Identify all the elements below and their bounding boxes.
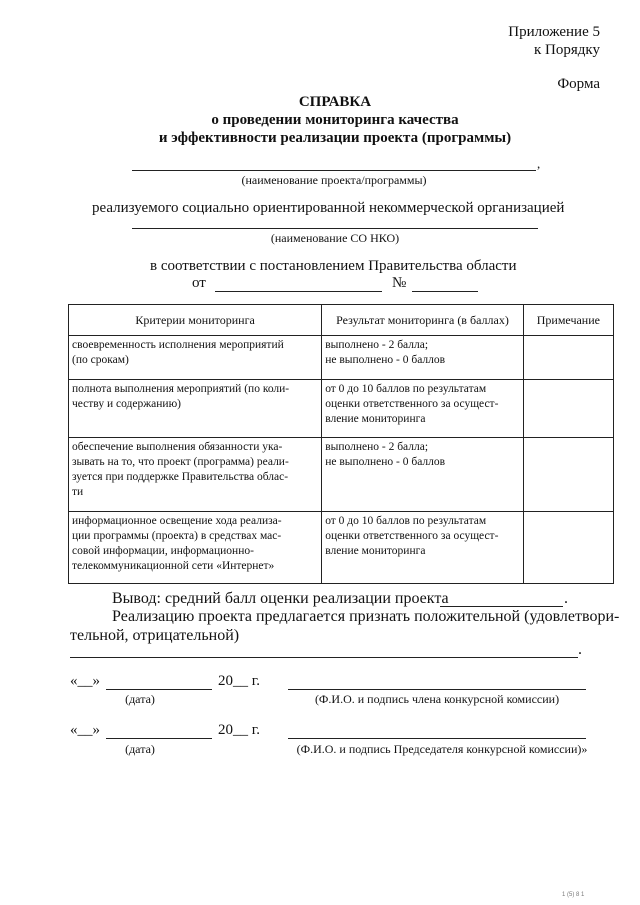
result-cell	[322, 438, 524, 512]
resolution-date-line[interactable]	[215, 291, 382, 292]
note-cell[interactable]	[523, 336, 613, 380]
criterion-line: зывать на то, что проект (программа) реали-	[72, 456, 289, 468]
criterion-line: совой информации, информационно-	[72, 545, 254, 557]
result-line: вление мониторинга	[325, 545, 426, 557]
nko-name-caption: (наименование СО НКО)	[270, 231, 400, 245]
sign2-date-line[interactable]	[106, 738, 212, 739]
result-line: выполнено - 2 балла;	[325, 339, 429, 351]
criterion-cell	[69, 336, 322, 380]
criterion-line: телекоммуникационной сети «Интернет»	[72, 560, 275, 572]
criterion-line: честву и содержанию)	[72, 398, 182, 410]
criterion-cell	[69, 380, 322, 438]
document-title: СПРАВКА	[298, 94, 372, 110]
result-line: оценки ответственного за осущест-	[325, 398, 499, 410]
recognize-text-1: Реализацию проекта предлагается признать положительной (удовлетвори-	[112, 608, 620, 625]
table-row	[69, 336, 614, 380]
recognize-end: .	[578, 641, 582, 658]
criterion-line: (по срокам)	[72, 354, 129, 366]
form-label: Форма	[557, 76, 600, 92]
criterion-line: ти	[72, 486, 84, 498]
recognize-result-line[interactable]	[70, 657, 578, 658]
document-subtitle-1: о проведении мониторинга качества	[211, 112, 459, 128]
criterion-line: своевременность исполнения мероприятий	[72, 339, 284, 351]
result-cell	[322, 512, 524, 584]
footer-mark: 1 (5) 8 1	[562, 892, 585, 898]
sign1-signature-caption: (Ф.И.О. и подпись члена конкурсной комиссии)	[314, 692, 560, 706]
avg-score-text: Вывод: средний балл оценки реализации проекта	[112, 590, 449, 607]
table-row	[69, 380, 614, 438]
result-line: от 0 до 10 баллов по результатам	[325, 515, 487, 527]
sign1-date-caption: (дата)	[125, 692, 155, 706]
document-subtitle-2: и эффективности реализации проекта (программы)	[158, 130, 512, 146]
note-cell[interactable]	[523, 438, 613, 512]
criterion-line: информационное освещение хода реализа-	[72, 515, 282, 527]
result-cell	[322, 380, 524, 438]
project-name-caption: (наименование проекта/программы)	[241, 173, 427, 187]
sign1-signature-line[interactable]	[288, 689, 586, 690]
sign2-signature-caption: (Ф.И.О. и подпись Председателя конкурсной комиссии)»	[296, 742, 588, 756]
note-cell[interactable]	[523, 380, 613, 438]
result-line: не выполнено - 0 баллов	[325, 456, 446, 468]
note-cell[interactable]	[523, 512, 613, 584]
criterion-line: полнота выполнения мероприятий (по коли-	[72, 383, 290, 395]
sign2-year: 20__ г.	[218, 722, 260, 738]
monitoring-table	[68, 304, 614, 584]
criterion-line: обеспечение выполнения обязанности ука-	[72, 441, 283, 453]
result-line: от 0 до 10 баллов по результатам	[325, 383, 487, 395]
sign1-year: 20__ г.	[218, 673, 260, 689]
appendix-to-label: к Порядку	[534, 42, 600, 58]
result-line: выполнено - 2 балла;	[325, 441, 429, 453]
criterion-cell	[69, 512, 322, 584]
result-line: оценки ответственного за осущест-	[325, 530, 499, 542]
sign1-date-open: «__»	[70, 673, 100, 689]
appendix-label: Приложение 5	[508, 24, 600, 40]
resolution-number-line[interactable]	[412, 291, 478, 292]
implemented-by-text: реализуемого социально ориентированной некоммерческой организацией	[92, 200, 565, 216]
resolution-from-label: от	[192, 275, 206, 291]
result-line: вление мониторинга	[325, 413, 426, 425]
resolution-number-label: №	[392, 275, 407, 291]
criterion-line: зуется при поддержке Правительства облас-	[72, 471, 289, 483]
table-row	[69, 512, 614, 584]
result-cell	[322, 336, 524, 380]
project-comma: ,	[537, 156, 541, 171]
project-name-line[interactable]	[132, 170, 536, 171]
recognize-text-2: тельной, отрицательной)	[70, 627, 240, 644]
nko-name-line[interactable]	[132, 228, 538, 229]
table-row	[69, 438, 614, 512]
avg-score-end: .	[564, 590, 568, 607]
sign2-date-open: «__»	[70, 722, 100, 738]
sign1-date-line[interactable]	[106, 689, 212, 690]
header-criteria: Критерии мониторинга	[69, 305, 322, 336]
avg-score-line[interactable]	[440, 606, 563, 607]
criterion-line: ции программы (проекта) в средствах мас-	[72, 530, 282, 542]
sign2-signature-line[interactable]	[288, 738, 586, 739]
sign2-date-caption: (дата)	[125, 742, 155, 756]
header-result: Результат мониторинга (в баллах)	[322, 305, 524, 336]
criterion-cell	[69, 438, 322, 512]
header-note: Примечание	[523, 305, 613, 336]
result-line: не выполнено - 0 баллов	[325, 354, 446, 366]
table-header-row	[69, 305, 614, 336]
resolution-text: в соответствии с постановлением Правительства области	[150, 258, 517, 274]
